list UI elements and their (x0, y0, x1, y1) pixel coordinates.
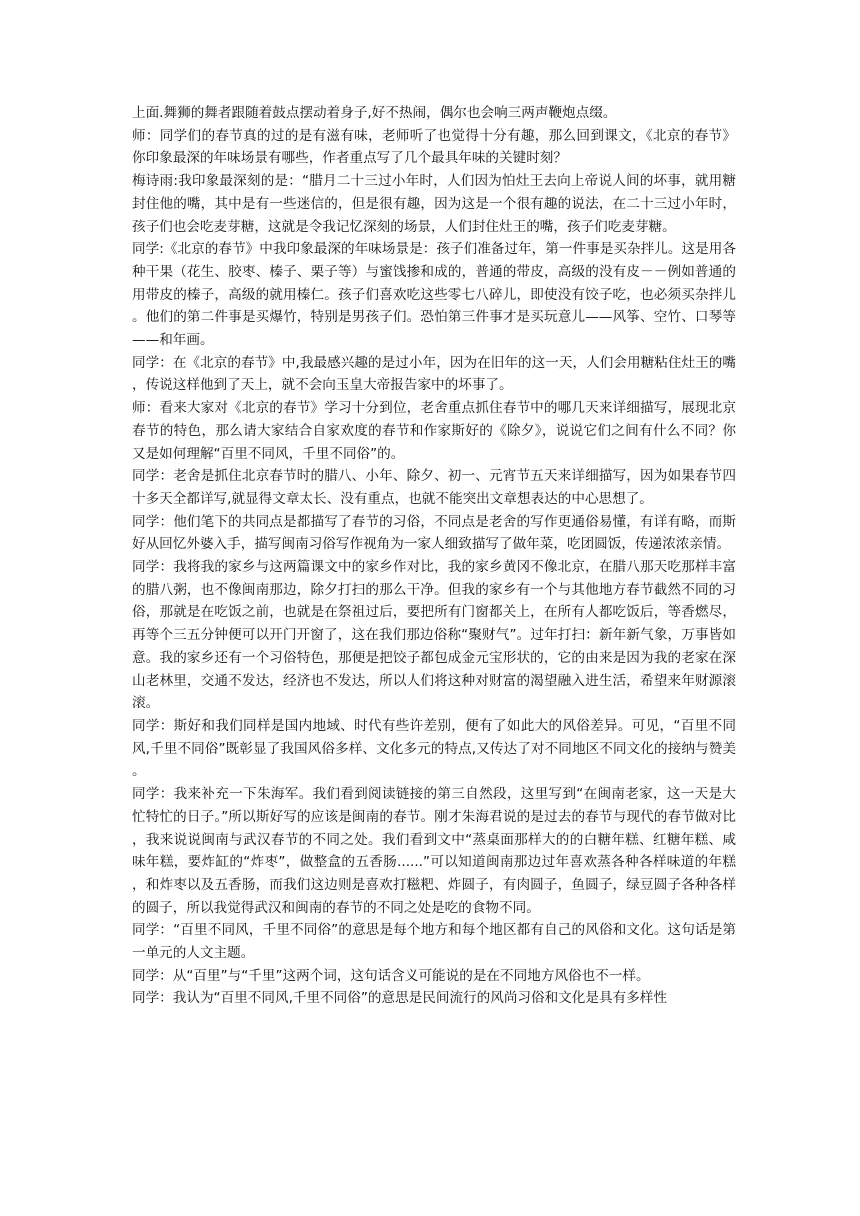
paragraph-lion-dance-ending: 上面.舞狮的舞者跟随着鼓点摆动着身子,好不热闹，偶尔也会响三两声鞭炮点缀。 (132, 105, 617, 121)
paragraph-student-minnan-wuhan: 同学：我来补充一下朱海军。我们看到阅读链接的第三自然段，这里写到“在闽南老家，这一天是大忙特忙的日子。”所以斯好写的应该是闽南的春节。刚才朱海君说的是过去的春节与现代的春节做对比，我来说说闽南与武汉春节的不同之处。我们看到文中“蒸桌面那样大的的白糖年糕、红糖年糕、咸味年糕，要炸缸的“炸枣”，做整盒的五香肠......”可以知道闽南那边过年喜欢蒸各种各样味道的年糕，和炸枣以及五香肠，而我们这边则是喜欢打糍粑、炸圆子，有肉圆子，鱼圆子，绿豆圆子各种各样的圆子，所以我觉得武汉和闽南的春节的不同之处是吃的食物不同。 (132, 786, 736, 916)
paragraph-teacher-question-2: 师：看来大家对《北京的春节》学习十分到位，老舍重点抓住春节中的哪几天来详细描写，展现北京春节的特色，那么请大家结合自家欢度的春节和作家斯好的《除夕》，说说它们之间有什么不同？你又是如何理解“百里不同风，千里不同俗”的。 (132, 400, 736, 462)
paragraph-mei-shiyu-answer: 梅诗雨:我印象最深刻的是：“腊月二十三过小年时，人们因为怕灶王去向上帝说人间的坏事，就用糖封住他的嘴，其中是有一些迷信的，但是很有趣，因为这是一个很有趣的说法，在二十三过小年时，孩子们也会吃麦芽糖，这就是令我记忆深刻的场景，人们封住灶王的嘴，孩子们吃麦芽糖。 (132, 173, 736, 235)
paragraph-teacher-question-1: 师：同学们的春节真的过的是有滋有味，老师听了也觉得十分有趣，那么回到课文，《北京的春节》你印象最深的年味场景有哪些，作者重点写了几个最具年味的关键时刻？ (132, 127, 736, 167)
paragraph-student-similarities: 同学：他们笔下的共同点是都描写了春节的习俗，不同点是老舍的写作更通俗易懂，有详有略，而斯好从回忆外婆入手，描写闽南习俗写作视角为一家人细致描写了做年菜，吃团圆饭，传递浓浓亲情。 (132, 513, 736, 553)
paragraph-student-customs-difference: 同学：斯好和我们同样是国内地域、时代有些许差别，便有了如此大的风俗差异。可见，“百里不同风,千里不同俗”既彰显了我国风俗多样、文化多元的特点,又传达了对不同地区不同文化的接纳与赞美。 (132, 717, 736, 780)
paragraph-student-meaning-2: 同学：从“百里”与“千里”这两个词，这句话含义可能说的是在不同地方风俗也不一样。 (132, 967, 650, 984)
paragraph-student-huanggang: 同学：我将我的家乡与这两篇课文中的家乡作对比，我的家乡黄冈不像北京，在腊八那天吃那样丰富的腊八粥，也不像闽南那边，除夕打扫的那么干净。但我的家乡有一个与其他地方春节截然不同的习俗，那就是在吃饭之前，也就是在祭祖过后，要把所有门窗都关上，在所有人都吃饭后，等香燃尽，再等个三五分钟便可以开门开窗了，这在我们那边俗称“聚财气”。过年打扫：新年新气象，万事皆如意。我的家乡还有一个习俗特色，那便是把饺子都包成金元宝形状的，它的由来是因为我的老家在深山老林里，交通不发达，经济也不发达，所以人们将这种对财富的渴望融入进生活，希望来年财源滚滚。 (132, 559, 736, 712)
paragraph-student-xiaonian: 同学：在《北京的春节》中,我最感兴趣的是过小年，因为在旧年的这一天，人们会用糖粘住灶王的嘴，传说这样他到了天上，就不会向玉皇大帝报告家中的坏事了。 (132, 354, 736, 394)
paragraph-student-meaning-1: 同学：“百里不同风，千里不同俗”的意思是每个地方和每个地区都有自己的风俗和文化。这句话是第一单元的人文主题。 (132, 922, 736, 962)
paragraph-student-five-days: 同学：老舍是抓住北京春节时的腊八、小年、除夕、初一、元宵节五天来详细描写，因为如果春节四十多天全都详写,就显得文章太长、没有重点，也就不能突出文章想表达的中心思想了。 (132, 468, 736, 507)
paragraph-student-meaning-3: 同学：我认为“百里不同风,千里不同俗”的意思是民间流行的风尚习俗和文化是具有多样性 (132, 990, 667, 1007)
paragraph-student-zabaner: 同学:《北京的春节》中我印象最深的年味场景是：孩子们准备过年，第一件事是买杂拌儿。这是用各种干果（花生、胶枣、榛子、栗子等）与蜜饯掺和成的，普通的带皮，高级的没有皮－－例如普通的用带皮的榛子，高级的就用榛仁。孩子们喜欢吃这些零七八碎儿，即使没有饺子吃，也必须买杂拌儿。他们的第二件事是买爆竹，特别是男孩子们。恐怕第三件事才是买玩意儿——风筝、空竹、口琴等——和年画。 (132, 241, 736, 349)
document-page (132, 102, 736, 1010)
